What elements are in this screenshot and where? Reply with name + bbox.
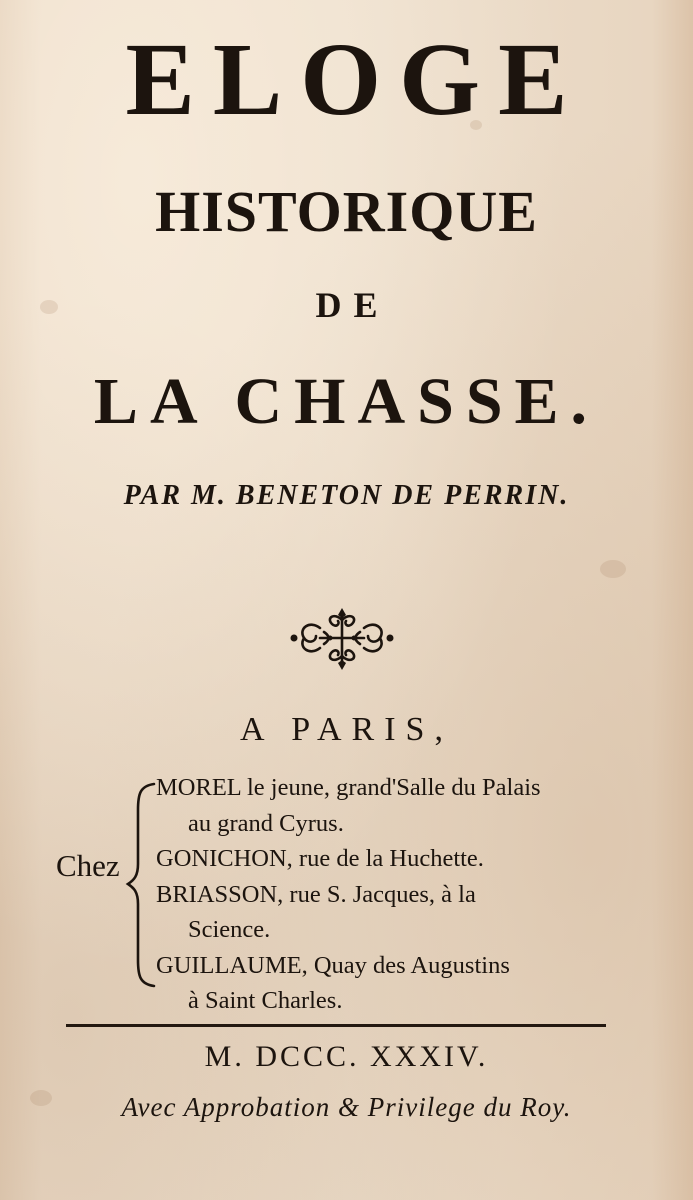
vendor-line: BRIASSON, rue S. Jacques, à la [156, 880, 476, 908]
vendor-list [156, 770, 541, 1019]
title-line-eloge: ELOGE [125, 22, 586, 137]
title-line-historique: HISTORIQUE [155, 179, 538, 244]
horizontal-rule [66, 1024, 606, 1027]
vendor-line: GONICHON, rue de la Huchette. [156, 845, 484, 872]
vendor-line: au grand Cyrus. [188, 809, 344, 837]
paper-stain [600, 560, 626, 578]
chez-label: Chez [56, 848, 120, 883]
vendor-line: Science. [188, 916, 271, 943]
title-line-de: DE [315, 285, 390, 325]
privilege-line: Avec Approbation & Privilege du Roy. [121, 1092, 572, 1122]
title-line-la-chasse: LA CHASSE. [93, 365, 600, 438]
vendor-line: MOREL le jeune, grand'Salle du Palais [156, 774, 541, 801]
fleuron-ornament-icon [290, 608, 394, 670]
author-line: PAR M. BENETON DE PERRIN. [123, 480, 570, 511]
imprint-city: A PARIS, [240, 711, 453, 748]
curly-brace-icon [124, 780, 160, 990]
vendor-line: à Saint Charles. [188, 987, 343, 1014]
vendor-line: GUILLAUME, Quay des Augustins [156, 951, 510, 979]
imprint-year: M. DCCC. XXXIV. [204, 1040, 489, 1073]
